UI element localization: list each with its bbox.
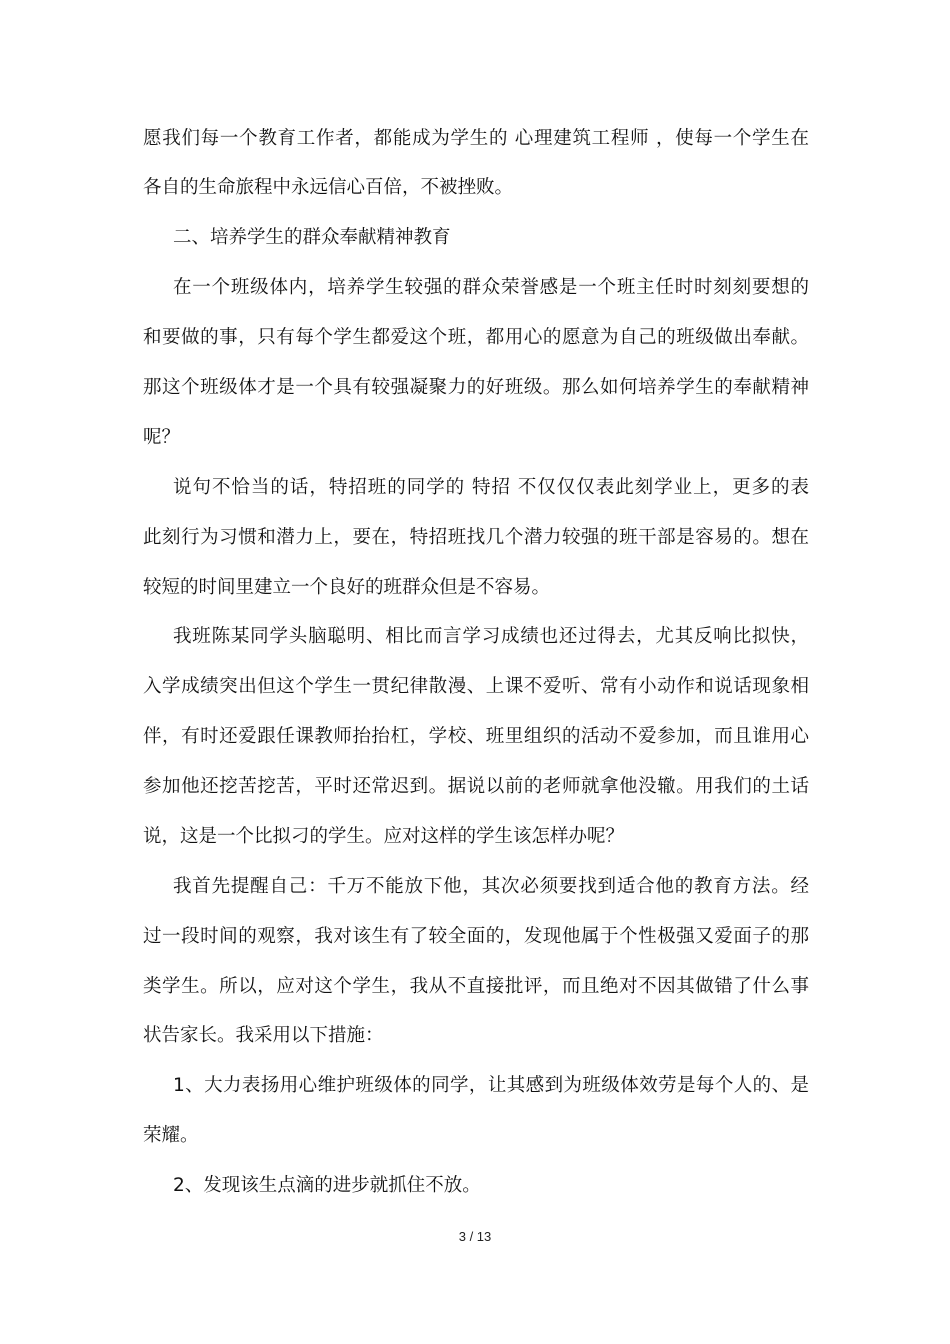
paragraph-line: 较短的时间里建立一个良好的班群众但是不容易。 [143,577,551,598]
paragraph-line: 伴，有时还爱跟任课教师抬抬杠，学校、班里组织的活动不爱参加，而且谁用心 [143,726,809,747]
paragraph-line: 我班陈某同学头脑聪明、相比而言学习成绩也还过得去，尤其反响比拟快， [173,626,809,647]
paragraph-line: 说，这是一个比拟刁的学生。应对这样的学生该怎样办呢？ [143,826,625,847]
paragraph-line: 在一个班级体内，培养学生较强的群众荣誉感是一个班主任时时刻刻要想的 [173,277,809,298]
paragraph-line: 各自的生命旅程中永远信心百倍，不被挫败。 [143,177,514,198]
list-item-line: 1、大力表扬用心维护班级体的同学，让其感到为班级体效劳是每个人的、是 [173,1075,809,1096]
paragraph-line: 入学成绩突出但这个学生一贯纪律散漫、上课不爱听、常有小动作和说话现象相 [143,676,809,697]
paragraph-line: 说句不恰当的话，特招班的同学的 特招 不仅仅仅表此刻学业上，更多的表 [173,477,809,498]
paragraph-line: 那这个班级体才是一个具有较强凝聚力的好班级。那么如何培养学生的奉献精神 [143,377,809,398]
section-heading: 二、培养学生的群众奉献精神教育 [173,227,451,248]
page-number: 3 / 13 [458,1229,492,1244]
list-item-line: 荣耀。 [143,1125,199,1146]
paragraph-line: 呢？ [143,427,181,448]
list-item-line: 2、发现该生点滴的进步就抓住不放。 [173,1175,481,1196]
paragraph-line: 参加他还挖苦挖苦，平时还常迟到。据说以前的老师就拿他没辙。用我们的土话 [143,776,809,797]
paragraph-line: 过一段时间的观察，我对该生有了较全面的，发现他属于个性极强又爱面子的那 [143,926,809,947]
paragraph-line: 此刻行为习惯和潜力上，要在，特招班找几个潜力较强的班干部是容易的。想在 [143,527,809,548]
paragraph-line: 类学生。所以，应对这个学生，我从不直接批评，而且绝对不因其做错了什么事 [143,976,809,997]
paragraph-line: 我首先提醒自己：千万不能放下他，其次必须要找到适合他的教育方法。经 [173,876,809,897]
paragraph-line: 和要做的事，只有每个学生都爱这个班，都用心的愿意为自己的班级做出奉献。 [143,327,809,348]
paragraph-line: 愿我们每一个教育工作者，都能成为学生的 心理建筑工程师 ，使每一个学生在 [143,128,809,149]
paragraph-line: 状告家长。我采用以下措施： [143,1025,384,1046]
